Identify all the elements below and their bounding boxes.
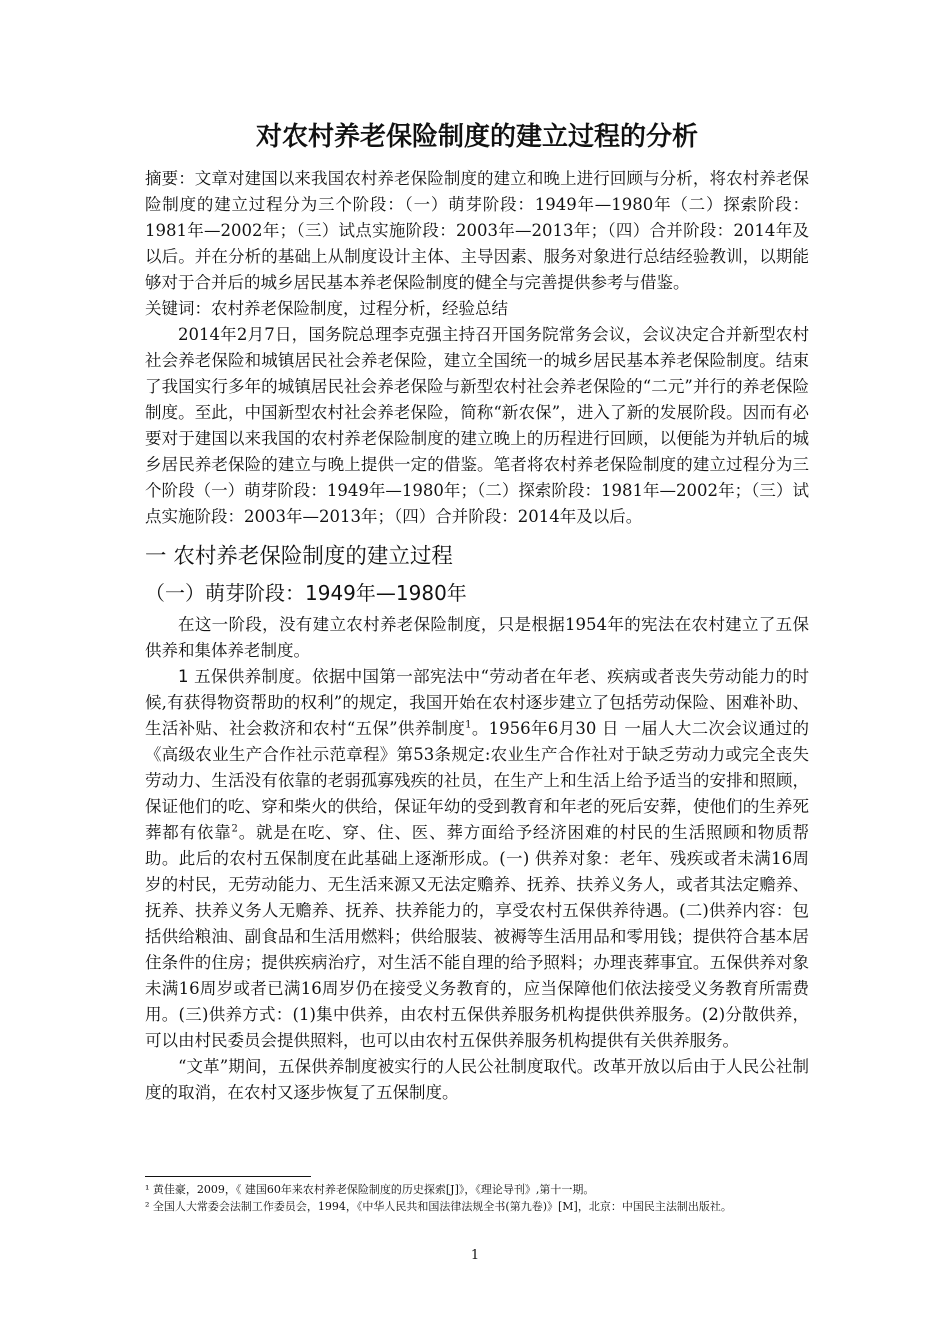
paragraph-wubao <box>145 664 809 1054</box>
footnote-separator <box>145 1176 311 1177</box>
subsection-heading: （一）萌芽阶段：1949年—1980年 <box>145 581 467 605</box>
footnote-2: ² 全国人大常委会法制工作委员会，1994，《中华人民共和国法律法规全书(第九卷)》[M]，北京：中国民主法制出版社。 <box>145 1200 732 1213</box>
footnote-ref-2[interactable]: 2 <box>231 823 238 835</box>
document-body <box>145 118 809 1106</box>
wubao-text-part1: 。依据中国第一部宪法中“劳动者在年老、疾病或者丧失劳动能力的时候,有获得物资帮助的权利”的规定，我国开始在农村逐步建立了包括劳动保险、困难补助、生活补贴、社会救济和农村“五保”供养制度 <box>145 667 809 738</box>
page-number: 1 <box>470 1248 480 1263</box>
wubao-text-part2: 。1956年6月30 日 一届人大二次会议通过的《高级农业生产合作社示范章程》第53条规定:农业生产合作社对于缺乏劳动力或完全丧失劳动力、生活没有依靠的老弱孤寡残疾的社员，在生产上和生活上给予适当的安排和照顾，保证他们的吃、穿和柴火的供给，保证年幼的受到教育和年老的死后安葬，使他们的生养死葬都有依靠 <box>145 719 809 842</box>
footnote-ref-1[interactable]: 1 <box>465 719 472 731</box>
footnote-1: ¹ 黄佳豪，2009，《 建国60年来农村养老保险制度的历史探索[J]》，《理论导刊》,第十一期。 <box>145 1183 595 1196</box>
section-heading: 一 农村养老保险制度的建立过程 <box>145 544 453 569</box>
paragraph-stage-intro: 在这一阶段，没有建立农村养老保险制度，只是根据1954年的宪法在农村建立了五保供养和集体养老制度。 <box>145 615 809 660</box>
subheading-wubao: 1 五保供养制度 <box>178 667 296 686</box>
keywords: 关键词：农村养老保险制度，过程分析，经验总结 <box>145 299 508 318</box>
footnotes <box>145 1181 809 1215</box>
paragraph-cultural-revolution: “文革”期间，五保供养制度被实行的人民公社制度取代。改革开放以后由于人民公社制度的取消，在农村又逐步恢复了五保制度。 <box>145 1057 809 1102</box>
document-title: 对农村养老保险制度的建立过程的分析 <box>255 122 698 152</box>
intro-paragraph: 2014年2月7日，国务院总理李克强主持召开国务院常务会议，会议决定合并新型农村社会养老保险和城镇居民社会养老保险，建立全国统一的城乡居民基本养老保险制度。结束了我国实行多年的城镇居民社会养老保险与新型农村社会养老保险的“二元”并行的养老保险制度。至此，中国新型农村社会养老保险，简称“新农保”，进入了新的发展阶段。因而有必要对于建国以来我国的农村养老保险制度的建立晚上的历程进行回顾，以便能为并轨后的城乡居民养老保险的建立与晚上提供一定的借鉴。笔者将农村养老保险制度的建立过程分为三个阶段（一）萌芽阶段：1949年—1980年；（二）探索阶段：1981年—2002年；（三）试点实施阶段：2003年—2013年；（四）合并阶段：2014年及以后。 <box>145 325 809 526</box>
abstract: 摘要：文章对建国以来我国农村养老保险制度的建立和晚上进行回顾与分析，将农村养老保险制度的建立过程分为三个阶段：（一）萌芽阶段：1949年—1980年（二）探索阶段：1981年—2002年；（三）试点实施阶段：2003年—2013年；（四）合并阶段：2014年及以后。并在分析的基础上从制度设计主体、主导因素、服务对象进行总结经验教训，以期能够对于合并后的城乡居民基本养老保险制度的健全与完善提供参考与借鉴。 <box>145 169 809 292</box>
wubao-text-part3: 。就是在吃、穿、住、医、葬方面给予经济困难的村民的生活照顾和物质帮助。此后的农村五保制度在此基础上逐渐形成。(一) 供养对象：老年、残疾或者未满16周岁的村民，无劳动能力、无生活来源又无法定赡养、抚养、扶养义务人，或者其法定赡养、抚养、扶养义务人无赡养、抚养、扶养能力的，享受农村五保供养待遇。(二)供养内容：包括供给粮油、副食品和生活用燃料；供给服装、被褥等生活用品和零用钱；提供符合基本居住条件的住房；提供疾病治疗，对生活不能自理的给予照料；办理丧葬事宜。五保供养对象未满16周岁或者已满16周岁仍在接受义务教育的，应当保障他们依法接受义务教育所需费用。(三)供养方式：(1)集中供养，由农村五保供养服务机构提供供养服务。(2)分散供养，可以由村民委员会提供照料，也可以由农村五保供养服务机构提供有关供养服务。 <box>145 823 810 1050</box>
